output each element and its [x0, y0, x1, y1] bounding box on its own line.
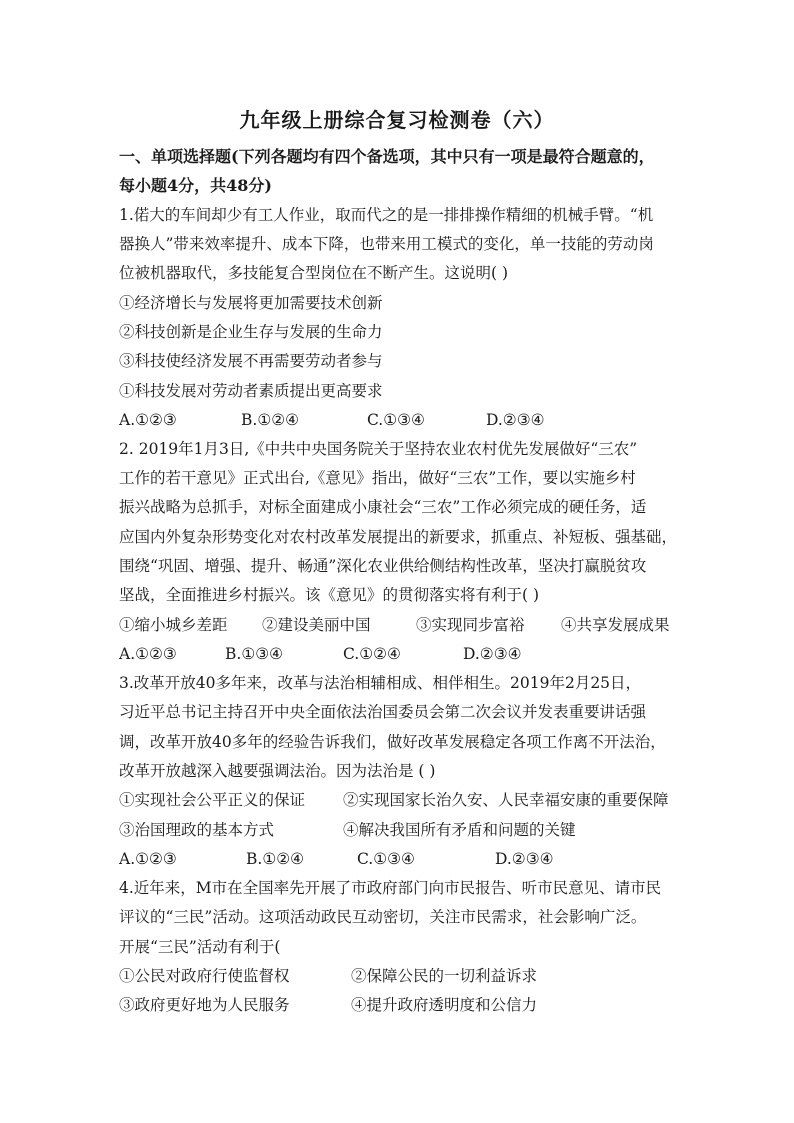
q1-option-a: A.①②③ [119, 411, 177, 429]
q3-item-1: ①实现社会公平正义的保证 [119, 791, 306, 809]
q2-stem-line-4: 应国内外复杂形势变化对农村改革发展提出的新要求，抓重点、补短板、强基础， [119, 528, 678, 546]
q2-option-d: D.②③④ [463, 645, 522, 663]
q1-option-c: C.①③④ [367, 411, 425, 429]
q4-stem-line-1: 4.近年来，M市在全国率先开展了市政府部门向市民报告、听市民意见、请市民 [119, 879, 662, 897]
q3-option-c: C.①③④ [357, 850, 415, 868]
q3-items-row-2 [119, 820, 679, 840]
q3-items-row-1 [119, 790, 679, 810]
q2-item-3: ③实现同步富裕 [416, 616, 525, 634]
q3-item-2: ②实现国家长治久安、人民幸福安康的重要保障 [343, 791, 669, 809]
q3-stem-line-2: 习近平总书记主持召开中央全面依法治国委员会第二次会议并发表重要讲话强 [119, 703, 647, 721]
q2-stem-line-2: 工作的若干意见》正式出台,《意见》指出，做好“三农”工作，要以实施乡村 [119, 469, 636, 487]
q2-item-2: ②建设美丽中国 [262, 616, 371, 634]
q3-stem-line-3: 调，改革开放40多年的经验告诉我们，做好改革发展稳定各项工作离不开法治， [119, 733, 666, 751]
q2-item-1: ①缩小城乡差距 [119, 616, 228, 634]
q4-item-2: ②保障公民的一切利益诉求 [351, 967, 538, 985]
q3-item-4: ④解决我国所有矛盾和问题的关键 [343, 821, 576, 839]
q3-stem-line-1: 3.改革开放40多年来，改革与法治相辅相成、相伴相生。2019年2月25日， [119, 674, 642, 692]
q1-option-b: B.①②④ [241, 411, 300, 429]
q2-stem-line-5: 围绕“巩固、增强、提升、畅通”深化农业供给侧结构性改革，坚决打赢脱贫攻 [119, 557, 647, 575]
section-heading-line-1: 一、单项选择题(下列各题均有四个备选项，其中只有一项是最符合题意的， [119, 147, 655, 166]
q2-option-b: B.①③④ [225, 645, 284, 663]
section-heading-line-2: 每小题4分，共48分) [119, 176, 272, 195]
q4-stem-line-3: 开展“三民”活动有利于( [119, 938, 281, 956]
exam-title: 九年级上册综合复习检测卷（六） [239, 108, 555, 132]
q3-option-d: D.②③④ [495, 850, 554, 868]
q4-item-1: ①公民对政府行使监督权 [119, 967, 290, 985]
q2-options [119, 644, 679, 664]
q2-stem-line-1: 2. 2019年1月3日,《中共中央国务院关于坚持农业农村优先发展做好“三农” [119, 440, 638, 458]
q4-item-4: ④提升政府透明度和公信力 [351, 996, 538, 1014]
q4-stem-line-2: 评议的“三民”活动。这项活动政民互动密切，关注市民需求，社会影响广泛。 [119, 908, 647, 926]
q1-item-2: ②科技创新是企业生存与发展的生命力 [119, 323, 383, 341]
q1-item-1: ①经济增长与发展将更加需要技术创新 [119, 294, 383, 312]
q3-option-b: B.①②④ [246, 850, 305, 868]
q2-items [119, 615, 679, 635]
q4-items-row-1 [119, 966, 679, 986]
q1-stem-line-1: 1.偌大的车间却少有工人作业，取而代之的是一排排操作精细的机械手臂。“机 [119, 206, 654, 224]
q3-options [119, 849, 679, 869]
q3-option-a: A.①②③ [119, 850, 177, 868]
q1-stem-line-2: 器换人”带来效率提升、成本下降，也带来用工模式的变化，单一技能的劳动岗 [119, 235, 654, 253]
q2-option-c: C.①②④ [343, 645, 401, 663]
q3-item-3: ③治国理政的基本方式 [119, 821, 275, 839]
q3-stem-line-4: 改革开放越深入越要强调法治。因为法治是 ( ) [119, 762, 436, 780]
q4-items-row-2 [119, 995, 679, 1015]
q4-item-3: ③政府更好地为人民服务 [119, 996, 290, 1014]
q1-item-4: ①科技发展对劳动者素质提出更高要求 [119, 382, 383, 400]
q2-stem-line-3: 振兴战略为总抓手，对标全面建成小康社会“三农”工作必须完成的硬任务，适 [119, 498, 647, 516]
q2-option-a: A.①②③ [119, 645, 177, 663]
q1-item-3: ③科技使经济发展不再需要劳动者参与 [119, 352, 383, 370]
q2-stem-line-6: 坚战，全面推进乡村振兴。该《意见》的贯彻落实将有利于( ) [119, 586, 540, 604]
q1-options [119, 410, 679, 430]
q1-stem-line-3: 位被机器取代，多技能复合型岗位在不断产生。这说明( ) [119, 264, 509, 282]
q1-option-d: D.②③④ [486, 411, 545, 429]
q2-item-4: ④共享发展成果 [561, 616, 670, 634]
